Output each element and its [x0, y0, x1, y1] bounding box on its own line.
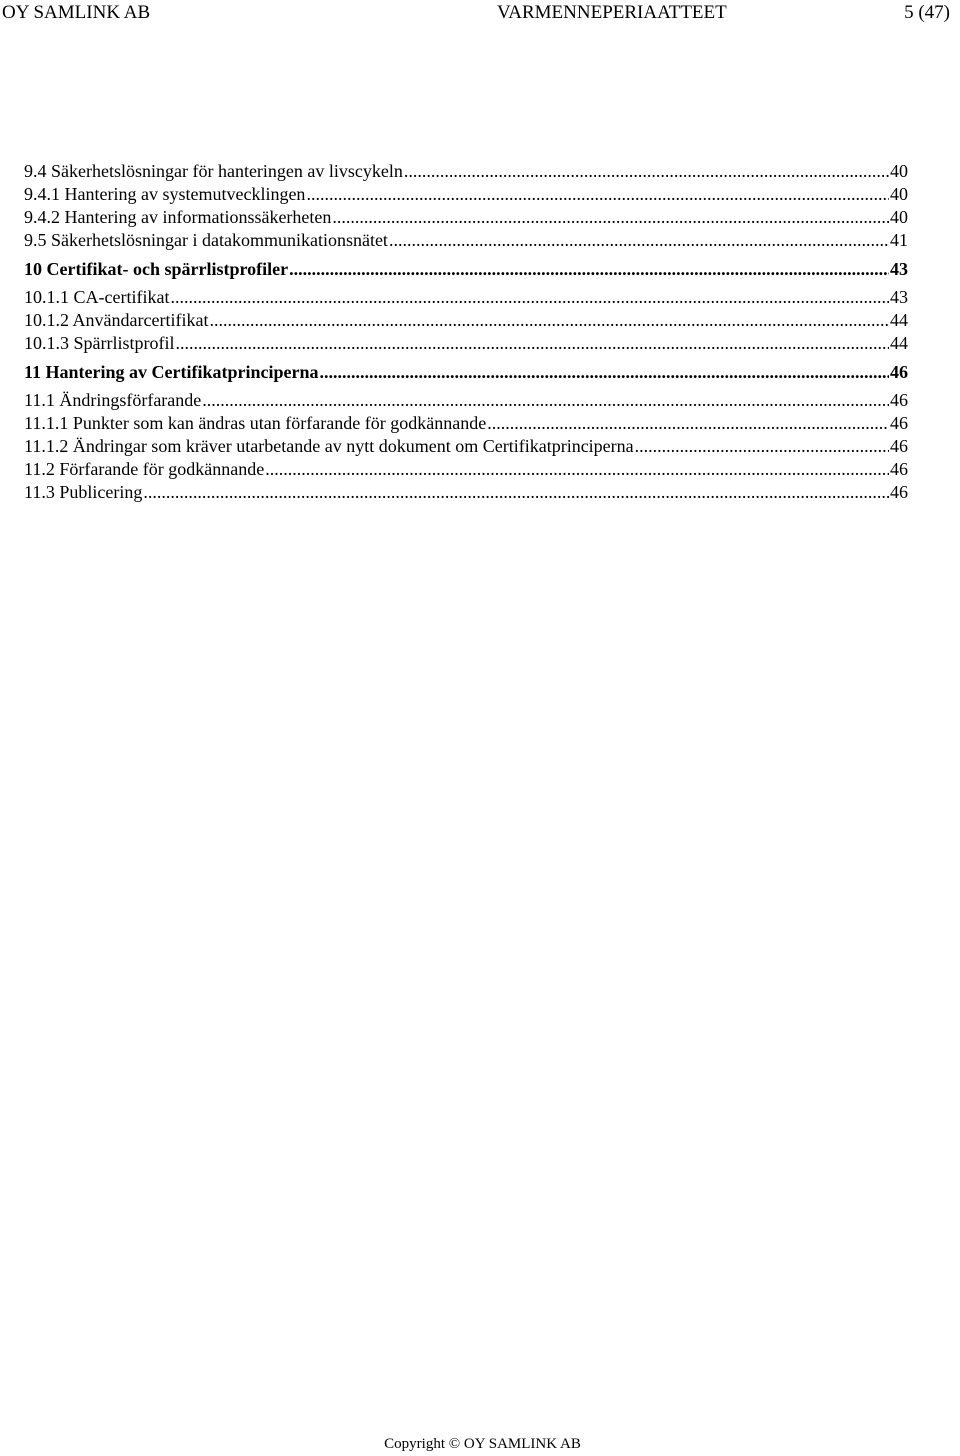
toc-entry-title: 10.1.1 CA-certifikat [24, 287, 170, 307]
header-page-indicator: 5 (47) [904, 2, 950, 23]
toc-entry[interactable] [24, 160, 908, 183]
toc-entry-page: 43 [890, 259, 908, 279]
toc-entry-page: 44 [890, 333, 908, 353]
toc-leader-dots [265, 458, 889, 481]
toc-entry-page: 46 [890, 413, 908, 433]
toc-leader-dots [170, 286, 889, 309]
toc-leader-dots [209, 309, 889, 332]
toc-leader-dots [635, 435, 889, 458]
page-header [0, 0, 960, 26]
toc-entry-title: 10.1.3 Spärrlistprofil [24, 333, 175, 353]
toc-entry-page: 46 [890, 482, 908, 502]
toc-leader-dots [143, 481, 889, 504]
toc-entry[interactable] [24, 332, 908, 355]
table-of-contents [24, 160, 908, 504]
toc-leader-dots [389, 229, 889, 252]
toc-leader-dots [404, 160, 889, 183]
page-footer [0, 1432, 960, 1456]
header-company: OY SAMLINK AB [2, 2, 151, 23]
toc-entry-title: 9.4.1 Hantering av systemutvecklingen [24, 184, 306, 204]
toc-entry[interactable] [24, 309, 908, 332]
toc-entry[interactable] [24, 435, 908, 458]
toc-entry-chapter[interactable] [24, 355, 908, 389]
toc-leader-dots [202, 389, 889, 412]
toc-leader-dots [176, 332, 890, 355]
toc-entry-page: 44 [890, 310, 908, 330]
toc-entry-page: 40 [890, 207, 908, 227]
toc-entry-title: 11.2 Förfarande för godkännande [24, 459, 265, 479]
footer-copyright: Copyright © OY SAMLINK AB [384, 1436, 581, 1452]
toc-entry-page: 46 [890, 362, 908, 382]
toc-entry-title: 11.1.2 Ändringar som kräver utarbetande av nytt dokument om Certifikatprinciperna [24, 436, 634, 456]
toc-leader-dots [289, 252, 889, 286]
toc-leader-dots [319, 355, 889, 389]
toc-entry[interactable] [24, 183, 908, 206]
toc-entry-page: 46 [890, 459, 908, 479]
toc-entry-page: 43 [890, 287, 908, 307]
toc-entry-title: 11 Hantering av Certifikatprinciperna [24, 362, 319, 382]
toc-entry-page: 46 [890, 390, 908, 410]
toc-entry-title: 11.3 Publicering [24, 482, 143, 502]
toc-entry-title: 11.1 Ändringsförfarande [24, 390, 202, 410]
toc-entry[interactable] [24, 229, 908, 252]
toc-leader-dots [332, 206, 889, 229]
toc-entry-page: 46 [890, 436, 908, 456]
toc-entry-title: 9.4 Säkerhetslösningar för hantering​en av livscykeln [24, 161, 403, 181]
header-document-title: VARMENNEPERIAATTEET [497, 2, 727, 23]
toc-entry-page: 40 [890, 161, 908, 181]
toc-entry-title: 9.4.2 Hantering av informationssäkerheten [24, 207, 332, 227]
toc-entry[interactable] [24, 389, 908, 412]
toc-entry[interactable] [24, 481, 908, 504]
toc-entry-title: 10 Certifikat- och spärrlistprofiler [24, 259, 289, 279]
toc-entry[interactable] [24, 458, 908, 481]
toc-leader-dots [487, 412, 889, 435]
toc-entry-title: 11.1.1 Punkter som kan ändras utan förfarande för godkännande [24, 413, 487, 433]
toc-entry[interactable] [24, 206, 908, 229]
toc-entry-chapter[interactable] [24, 252, 908, 286]
toc-entry-title: 10.1.2 Användarcertifikat [24, 310, 209, 330]
toc-entry-page: 40 [890, 184, 908, 204]
toc-entry[interactable] [24, 412, 908, 435]
toc-entry[interactable] [24, 286, 908, 309]
toc-entry-title: 9.5 Säkerhetslösningar i datakommunikationsnätet [24, 230, 388, 250]
toc-leader-dots [306, 183, 889, 206]
toc-entry-page: 41 [890, 230, 908, 250]
